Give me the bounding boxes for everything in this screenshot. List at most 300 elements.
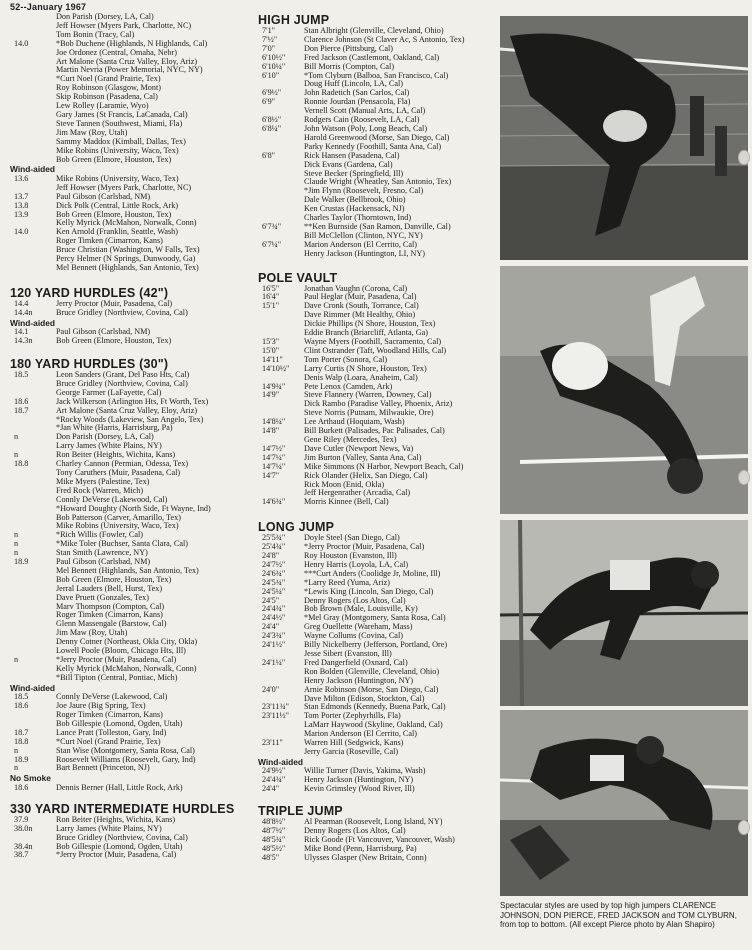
entry-mark: 16'5" — [262, 283, 280, 293]
entry-mark: 24'8" — [262, 551, 280, 561]
entry-athlete: *Jerry Proctor (Muir, Pasadena, Cal) — [304, 542, 425, 552]
entry-athlete: Roy Robinson (Glasgow, Mont) — [56, 83, 161, 93]
entry-mark: 14.4 — [14, 298, 29, 308]
entry-athlete: Dave Cutler (Newport News, Va) — [304, 443, 414, 453]
wind-aided-label: Wind-aided — [10, 317, 56, 328]
entry-athlete: Dale Walker (Bellbrook, Ohio) — [304, 195, 406, 205]
entry-athlete: Dick Rambo (Paradise Valley, Phoenix, Ariz) — [304, 399, 453, 409]
entry-athlete: Joe Ordonez (Central, Omaha, Nebr) — [56, 47, 177, 57]
entry-athlete: Steve Tannen (Southwest, Miami, Fla) — [56, 118, 183, 128]
entry-athlete: Willie Turner (Davis, Yakima, Wash) — [304, 766, 426, 776]
entry-athlete: Dennis Berner (Hall, Little Rock, Ark) — [56, 782, 183, 792]
entry-athlete: Gene Riley (Mercedes, Tex) — [304, 434, 397, 444]
entry-athlete: Mike Myers (Palestine, Tex) — [56, 476, 150, 486]
entry-athlete: Dave Milton (Edison, Stockton, Cal) — [304, 693, 425, 703]
entry-mark: 15'3" — [262, 337, 280, 346]
entry-mark: 14.0 — [14, 38, 29, 48]
entry-row — [258, 250, 498, 259]
entry-athlete: *Bob Duchene (Highlands, N Highlands, Cal) — [56, 38, 208, 48]
entry-athlete: Bob Green (Elmore, Houston, Tex) — [56, 154, 172, 164]
entry-mark: 24'4" — [262, 622, 280, 632]
entry-mark: 38.4n — [14, 841, 33, 851]
entry-athlete: Roosevelt Williams (Roosevelt, Gary, Ind) — [56, 754, 196, 764]
entry-athlete: Bob Gillespie (Lomond, Ogden, Utah) — [56, 718, 183, 728]
entry-athlete: *Mike Toler (Buchser, Santa Clara, Cal) — [56, 539, 188, 549]
entry-athlete: *Rich Willis (Fowler, Cal) — [56, 530, 143, 540]
entry-athlete: *Jerry Proctor (Muir, Pasadena, Cal) — [56, 850, 177, 860]
entry-mark: 24'9½" — [262, 766, 286, 776]
entry-mark: 18.6 — [14, 701, 29, 711]
pole-vault-list — [258, 285, 498, 508]
entry-mark: 25'5¾" — [262, 533, 286, 543]
entry-athlete: Dave Rimmer (Mt Healthy, Ohio) — [304, 310, 416, 320]
entry-athlete: Rick Hansen (Pasadena, Cal) — [304, 150, 400, 160]
hurdles-continued-list — [10, 13, 254, 164]
entry-athlete: Dick Polk (Central, Little Rock, Ark) — [56, 200, 179, 210]
entry-mark: 18.6 — [14, 396, 29, 406]
entry-athlete: Bart Bennett (Princeton, NJ) — [56, 763, 150, 773]
entry-mark: 13.9 — [14, 209, 29, 219]
entry-athlete: Pete Lenox (Camden, Ark) — [304, 381, 393, 391]
entry-mark: 24'3¾" — [262, 631, 286, 641]
entry-athlete: Stan Smith (Lawrence, NY) — [56, 548, 148, 558]
entry-athlete: Ken Crustas (Hackensack, NJ) — [304, 204, 405, 214]
entry-mark: 6'9" — [262, 97, 276, 107]
entry-athlete: Don Pierce (Pittsburg, Cal) — [304, 43, 393, 53]
entry-athlete: Jeff Howser (Myers Park, Charlotte, NC) — [56, 182, 192, 192]
entry-athlete: Mike Robins (University, Waco, Tex) — [56, 521, 179, 531]
entry-mark: 48'7½" — [262, 826, 286, 835]
entry-mark: 18.7 — [14, 727, 29, 737]
entry-mark: 13.8 — [14, 200, 29, 210]
entry-mark: 14'7½" — [262, 443, 286, 453]
entry-mark: 48'5" — [262, 852, 280, 862]
entry-athlete: Jim Burton (Valley, Santa Ana, Cal) — [304, 452, 422, 462]
hurdles-120-wind-list — [10, 328, 254, 346]
section-title-long-jump: LONG JUMP — [258, 520, 335, 535]
entry-mark: 18.5 — [14, 692, 29, 702]
entry-athlete: Dickie Phillips (N Shore, Houston, Tex) — [304, 319, 436, 329]
entry-athlete: Jonathan Vaughn (Corona, Cal) — [304, 283, 408, 293]
photo-clarence-johnson — [500, 16, 748, 260]
entry-athlete: Lowell Poole (Bloom, Chicago Hts, Ill) — [56, 646, 186, 656]
entry-athlete: Greg Ouellette (Wareham, Mass) — [304, 622, 413, 632]
entry-athlete: Marion Anderson (El Cerrito, Cal) — [304, 729, 418, 739]
entry-athlete: George Farmer (LaFayette, Cal) — [56, 387, 162, 397]
entry-mark: 14'7" — [262, 470, 280, 480]
entry-mark: 6'7¾" — [262, 221, 282, 231]
entry-mark: 23'11¾" — [262, 702, 290, 712]
section-title-pole-vault: POLE VAULT — [258, 270, 338, 285]
entry-mark: 14.1 — [14, 327, 29, 337]
entry-athlete: Dave Cronk (South, Torrance, Cal) — [304, 301, 419, 311]
entry-athlete: Skip Robinson (Pasadena, Cal) — [56, 92, 158, 102]
entry-athlete: Don Parish (Dorsey, LA, Cal) — [56, 12, 154, 21]
entry-row — [10, 156, 254, 165]
entry-athlete: Bill Burkett (Palisades, Pac Palisades, Cal) — [304, 426, 445, 436]
entry-athlete: *Curt Noel (Grand Prairie, Tex) — [56, 736, 161, 746]
entry-athlete: Denny Rogers (Los Altos, Cal) — [304, 826, 406, 835]
entry-athlete: Paul Gibson (Carlsbad, NM) — [56, 327, 151, 337]
wind-aided-label: Wind-aided — [10, 682, 56, 693]
entry-athlete: Jerral Lauders (Bell, Hurst, Tex) — [56, 583, 163, 593]
entry-athlete: Claude Wright (Wheatley, San Antonio, Tex) — [304, 177, 452, 187]
entry-mark: n — [14, 548, 19, 558]
entry-athlete: Jerry Garcia (Roseville, Cal) — [304, 746, 399, 756]
wind-aided-label: Wind-aided — [258, 756, 304, 767]
entry-athlete: Jim Maw (Roy, Utah) — [56, 628, 128, 638]
entry-athlete: Doug Huff (Lincoln, LA, Cal) — [304, 79, 403, 89]
entry-mark: 24'4" — [262, 784, 280, 794]
entry-athlete: Marv Thompson (Compton, Cal) — [56, 601, 165, 611]
entry-athlete: Kevin Grimsley (Wood River, Ill) — [304, 784, 415, 794]
entry-athlete: Larry Curtis (N Shore, Houston, Tex) — [304, 363, 427, 373]
entry-mark: n — [14, 745, 19, 755]
entry-athlete: Roger Timken (Cimarron, Kans) — [56, 710, 163, 720]
entry-mark: 18.8 — [14, 736, 29, 746]
entry-athlete: Ken Arnold (Franklin, Seattle, Wash) — [56, 227, 178, 237]
hurdles-180-wind-list — [10, 693, 254, 773]
section-title-330-hurdles: 330 YARD INTERMEDIATE HURDLES — [10, 801, 235, 816]
entry-athlete: Joe Jaure (Big Spring, Tex) — [56, 701, 146, 711]
entry-athlete: Jesse Sibert (Evanston, Ill) — [304, 649, 392, 658]
section-title-high-jump: HIGH JUMP — [258, 13, 330, 27]
entry-athlete: Tom Porter (Zephyrhills, Fla) — [304, 711, 401, 721]
entry-mark: n — [14, 432, 19, 442]
entry-athlete: Lew Rolley (Laramie, Wyo) — [56, 101, 149, 111]
wind-aided-label: Wind-aided — [10, 164, 56, 175]
entry-mark: 18.5 — [14, 370, 29, 379]
entry-athlete: Jeff Howser (Myers Park, Charlotte, NC) — [56, 20, 192, 30]
entry-row — [10, 674, 254, 683]
entry-athlete: Mike Bond (Penn, Harrisburg, Pa) — [304, 843, 417, 853]
entry-athlete: Henry Jackson (Huntington, LI, NY) — [304, 248, 425, 258]
no-smoke-list — [10, 784, 254, 793]
entry-athlete: *Bill Tipton (Central, Pontiac, Mich) — [56, 672, 178, 682]
entry-mark: 23'11" — [262, 738, 283, 748]
entry-athlete: Jeff Hergenrather (Arcadia, Cal) — [304, 488, 411, 498]
entry-athlete: Stan Albright (Glenville, Cleveland, Ohio) — [304, 26, 444, 35]
entry-athlete: Henry Jackson (Huntington, NY) — [304, 775, 414, 785]
entry-mark: 14'8¼" — [262, 417, 286, 427]
entry-mark: 48'8½" — [262, 817, 286, 827]
entry-athlete: Doyle Steel (San Diego, Cal) — [304, 533, 400, 543]
entry-mark: 14'9¾" — [262, 381, 286, 391]
entry-athlete: Bruce Gridley (Northview, Covina, Cal) — [56, 832, 188, 842]
entry-athlete: Bob Brown (Male, Louisville, Ky) — [304, 604, 418, 614]
entry-athlete: Bob Green (Elmore, Houston, Tex) — [56, 574, 172, 584]
entry-athlete: Rick Moon (Enid, Okla) — [304, 479, 385, 489]
entry-athlete: Roger Timken (Cimarron, Kans) — [56, 610, 163, 620]
entry-mark: 6'8" — [262, 150, 276, 160]
entry-mark: 14.4n — [14, 307, 33, 317]
entry-athlete: Wayne Collums (Covina, Cal) — [304, 631, 403, 641]
entry-athlete: *Rocky Woods (Lakeview, San Angelo, Tex) — [56, 414, 204, 424]
entry-athlete: Morris Kinnee (Bell, Cal) — [304, 497, 389, 507]
entry-athlete: Henry Harris (Loyola, LA, Cal) — [304, 559, 409, 569]
entry-athlete: Kelly Myrick (McMahon, Norwalk, Conn) — [56, 663, 197, 673]
entry-mark: 14'8" — [262, 426, 280, 436]
entry-mark: 14'11" — [262, 354, 283, 364]
entry-athlete: Rick Olander (Helix, San Diego, Cal) — [304, 470, 428, 480]
high-jump-photo-2 — [500, 266, 748, 514]
entry-mark: 7'1" — [262, 26, 276, 35]
entry-mark: 6'8½" — [262, 115, 282, 125]
entry-row — [258, 748, 498, 757]
photo-fred-jackson — [500, 520, 748, 706]
entry-athlete: Rick Goode (Ft Vancouver, Vancouver, Wash) — [304, 834, 455, 844]
entry-athlete: *Howard Doughty (North Side, Ft Wayne, Ind) — [56, 503, 211, 513]
entry-athlete: Bob Gillespie (Lomond, Ogden, Utah) — [56, 841, 183, 851]
entry-athlete: Percy Helmer (N Springs, Dunwoody, Ga) — [56, 254, 196, 264]
high-jump-photo-3 — [500, 520, 748, 706]
entry-mark: 18.6 — [14, 782, 29, 792]
entry-mark: 13.7 — [14, 191, 29, 201]
entry-row — [10, 309, 254, 318]
entry-athlete: Denny Rogers (Los Altos, Cal) — [304, 595, 406, 605]
hurdles-330-list — [10, 816, 254, 861]
entry-athlete: Roy Houston (Evanston, Ill) — [304, 551, 397, 561]
entry-athlete: John Radetich (San Carlos, Cal) — [304, 88, 410, 98]
photo-caption: Spectacular styles are used by top high jumpers CLARENCE JOHNSON, DON PIERCE, FRED JACKSON and TOM CLYBURN, from top to bottom. (All except Pierce photo by Alan Shapiro) — [500, 901, 737, 930]
entry-row — [10, 764, 254, 773]
entry-mark: 37.9 — [14, 814, 29, 824]
no-smoke-label: No Smoke — [10, 773, 51, 784]
entry-athlete: Mike Robins (University, Waco, Tex) — [56, 173, 179, 183]
entry-athlete: **Ken Burnside (San Ramon, Danville, Cal) — [304, 221, 451, 231]
entry-athlete: Mike Robins (University, Waco, Tex) — [56, 145, 179, 155]
entry-mark: 14.0 — [14, 227, 29, 237]
triple-jump-list — [258, 818, 498, 863]
entry-athlete: Paul Gibson (Carlsbad, NM) — [56, 191, 151, 201]
entry-mark: n — [14, 530, 19, 540]
long-jump-wind-list — [258, 767, 498, 794]
entry-athlete: Larry James (White Plains, NY) — [56, 823, 162, 833]
page-header: 52--January 1967 — [10, 2, 87, 12]
entry-athlete: *Larry Reed (Yuma, Ariz) — [304, 577, 390, 587]
entry-mark: 15'1" — [262, 301, 280, 311]
entry-mark: 24'5" — [262, 595, 280, 605]
high-jump-photo-4 — [500, 710, 748, 896]
entry-athlete: *Lewis King (Lincoln, San Diego, Cal) — [304, 586, 434, 596]
entry-athlete: Eddie Branch (Briarcliff, Atlanta, Ga) — [304, 328, 428, 338]
entry-mark: n — [14, 539, 19, 549]
photo-tom-clyburn — [500, 710, 748, 896]
entry-athlete: Henry Jackson (Huntington, NY) — [304, 675, 414, 685]
entry-athlete: Stan Wise (Montgomery, Santa Rosa, Cal) — [56, 745, 195, 755]
entry-mark: 24'7½" — [262, 559, 286, 569]
entry-mark: 24'4½" — [262, 613, 286, 623]
entry-athlete: Denis Walp (Loara, Anaheim, Cal) — [304, 372, 418, 382]
left-column — [10, 13, 254, 860]
entry-mark: 14'10½" — [262, 363, 290, 373]
long-jump-list — [258, 534, 498, 757]
high-jump-photo-1 — [500, 16, 748, 260]
entry-athlete: Ron Beiter (Heights, Wichita, Kans) — [56, 450, 176, 460]
entry-athlete: Charley Cannon (Permian, Odessa, Tex) — [56, 459, 189, 469]
entry-row — [10, 784, 254, 793]
entry-athlete: Warren Hill (Sedgwick, Kans) — [304, 738, 404, 748]
entry-athlete: Clint Ostrander (Taft, Woodland Hills, Cal) — [304, 345, 447, 355]
entry-mark: n — [14, 655, 19, 664]
entry-athlete: Ron Beiter (Heights, Wichita, Kans) — [56, 814, 176, 824]
entry-athlete: Mel Bennett (Highlands, San Antonio, Tex) — [56, 262, 199, 272]
entry-mark: 7'½" — [262, 34, 278, 44]
wind-aided-list — [10, 175, 254, 273]
entry-mark: 6'7¼" — [262, 239, 282, 249]
entry-mark: 6'9½" — [262, 88, 282, 98]
entry-mark: 24'1½" — [262, 640, 286, 650]
entry-mark: 14'7¼" — [262, 452, 286, 462]
entry-athlete: Don Parish (Dorsey, LA, Cal) — [56, 432, 154, 442]
hurdles-120-list — [10, 300, 254, 318]
entry-athlete: *Jerry Proctor (Muir, Pasadena, Cal) — [56, 655, 177, 664]
entry-athlete: Charles Taylor (Thorntown, Ind) — [304, 213, 412, 223]
entry-mark: 18.7 — [14, 405, 29, 415]
entry-athlete: Larry James (White Plains, NY) — [56, 441, 162, 451]
entry-mark: 18.8 — [14, 459, 29, 469]
entry-athlete: Tony Caruthers (Muir, Pasadena, Cal) — [56, 467, 181, 477]
entry-athlete: Bill Morris (Compton, Cal) — [304, 61, 395, 71]
entry-athlete: Jim Maw (Roy, Utah) — [56, 127, 128, 137]
entry-athlete: *Mel Gray (Montgomery, Santa Rosa, Cal) — [304, 613, 446, 623]
section-title-180-hurdles: 180 YARD HURDLES (30") — [10, 357, 169, 371]
entry-athlete: Mike Simmons (N Harbor, Newport Beach, Cal) — [304, 461, 464, 471]
entry-mark: 18.9 — [14, 754, 29, 764]
binder-hole — [738, 150, 750, 165]
entry-athlete: Gary James (St Francis, LaCanada, Cal) — [56, 109, 188, 119]
entry-athlete: Billy Nickelberry (Jefferson, Portland, Ore) — [304, 640, 448, 650]
entry-mark: 6'8¼" — [262, 123, 282, 133]
entry-athlete: Bob Patterson (Carver, Amarillo, Tex) — [56, 512, 181, 522]
entry-athlete: Art Malone (Santa Cruz Valley, Eloy, Ariz) — [56, 405, 198, 415]
entry-athlete: Steve Becker (Springfield, Ill) — [304, 168, 404, 178]
entry-mark: 24'6¾" — [262, 568, 286, 578]
entry-athlete: *Curt Noel (Grand Prairie, Tex) — [56, 74, 161, 84]
entry-athlete: Stan Edmonds (Kennedy, Buena Park, Cal) — [304, 702, 446, 712]
entry-athlete: Paul Heglar (Muir, Pasadena, Cal) — [304, 292, 417, 302]
entry-athlete: Parky Kennedy (Foothill, Santa Ana, Cal) — [304, 141, 442, 151]
photo-don-pierce — [500, 266, 748, 514]
entry-mark: 24'0" — [262, 684, 280, 694]
entry-mark: 24'5¾" — [262, 577, 286, 587]
entry-athlete: Art Malone (Santa Cruz Valley, Eloy, Ariz) — [56, 56, 198, 66]
entry-mark: 24'4¾" — [262, 775, 286, 785]
entry-mark: 48'5½" — [262, 843, 286, 853]
entry-athlete: Ronnie Jourdan (Pensacola, Fla) — [304, 97, 411, 107]
entry-mark: 14.3n — [14, 336, 33, 346]
entry-row — [10, 620, 254, 629]
entry-mark: 38.7 — [14, 850, 29, 860]
entry-athlete: *Jan White (Harris, Harrisburg, Pa) — [56, 423, 173, 433]
entry-athlete: Rodgers Cain (Roosevelt, LA, Cal) — [304, 115, 420, 125]
entry-mark: 6'10¼" — [262, 61, 286, 71]
entry-mark: 14'9" — [262, 390, 280, 400]
entry-athlete: Connly DeVerse (Lakewood, Cal) — [56, 692, 168, 702]
entry-mark: 6'10" — [262, 70, 280, 80]
entry-athlete: Tom Bonin (Tracy, Cal) — [56, 29, 135, 39]
entry-mark: 14'6¾" — [262, 497, 286, 507]
entry-athlete: Al Pearman (Roosevelt, Long Island, NY) — [304, 817, 443, 827]
entry-row — [10, 337, 254, 346]
entry-athlete: Marion Anderson (El Cerrito, Cal) — [304, 239, 418, 249]
entry-athlete: Leon Sanders (Grant, Del Paso Hts, Cal) — [56, 370, 190, 379]
entry-mark: 15'0" — [262, 345, 280, 355]
section-title-triple-jump: TRIPLE JUMP — [258, 804, 343, 819]
entry-athlete: Arnie Robinson (Morse, San Diego, Cal) — [304, 684, 439, 694]
entry-athlete: Tom Porter (Sonora, Cal) — [304, 354, 388, 364]
entry-athlete: Dave Pruett (Gonzales, Tex) — [56, 592, 149, 602]
entry-athlete: ***Curt Anders (Coolidge Jr, Moline, Ill) — [304, 568, 441, 578]
section-title-120-hurdles: 120 YARD HURDLES (42") — [10, 285, 169, 300]
entry-athlete: Lee Arthaud (Hoquiam, Wash) — [304, 417, 405, 427]
entry-mark: 23'11½" — [262, 711, 290, 721]
entry-athlete: *Tom Clyburn (Balboa, San Francisco, Cal) — [304, 70, 449, 80]
entry-mark: 6'10½" — [262, 52, 286, 62]
entry-athlete: Wayne Myers (Foothill, Sacramento, Cal) — [304, 337, 442, 346]
entry-athlete: Fred Dangerfield (Oxnard, Cal) — [304, 657, 408, 667]
entry-athlete: Kelly Myrick (McMahon, Norwalk, Conn) — [56, 218, 197, 228]
entry-mark: 18.9 — [14, 557, 29, 567]
entry-row — [258, 854, 498, 863]
entry-athlete: Vernell Scott (Manual Arts, LA, Cal) — [304, 106, 426, 116]
entry-athlete: Paul Gibson (Carlsbad, NM) — [56, 557, 151, 567]
entry-mark: n — [14, 763, 19, 773]
entry-athlete: Roger Timken (Cimarron, Kans) — [56, 236, 163, 246]
high-jump-list — [258, 27, 498, 259]
entry-row — [258, 785, 498, 794]
entry-athlete: Connly DeVerse (Lakewood, Cal) — [56, 494, 168, 504]
entry-athlete: Bob Green (Elmore, Houston, Tex) — [56, 336, 172, 346]
entry-athlete: Mel Bennett (Highlands, San Antonio, Tex) — [56, 565, 199, 575]
entry-athlete: Fred Jackson (Castlemont, Oakland, Cal) — [304, 52, 440, 62]
entry-mark: 24'5¼" — [262, 586, 286, 596]
entry-athlete: John Watson (Poly, Long Beach, Cal) — [304, 123, 428, 133]
entry-row — [10, 264, 254, 273]
entry-athlete: Ulysses Glasper (New Britain, Conn) — [304, 852, 427, 862]
entry-row — [10, 851, 254, 860]
entry-athlete: LaMarr Haywood (Skyline, Oakland, Cal) — [304, 720, 443, 730]
entry-athlete: Denny Cotner (Northeast, Okla City, Okla) — [56, 637, 198, 647]
entry-athlete: Bill McClellon (Clinton, NYC, NY) — [304, 230, 423, 240]
entry-athlete: Dick Evans (Gardena, Cal) — [304, 159, 393, 169]
entry-athlete: Fred Rock (Warren, Mich) — [56, 485, 144, 495]
entry-mark: 7'0" — [262, 43, 276, 53]
entry-athlete: Harold Greenwood (Morse, San Diego, Cal) — [304, 132, 450, 142]
entry-mark: 13.6 — [14, 173, 29, 183]
entry-athlete: *Jim Flynn (Roosevelt, Fresno, Cal) — [304, 186, 424, 196]
entry-row — [258, 498, 498, 507]
entry-mark: n — [14, 450, 19, 460]
entry-athlete: Lance Pratt (Tolleston, Gary, Ind) — [56, 727, 167, 737]
entry-mark: 25'4¾" — [262, 542, 286, 552]
entry-athlete: Steve Norris (Putnam, Milwaukie, Ore) — [304, 408, 434, 418]
entry-athlete: Martin Nevria (Power Memorial, NYC, NY) — [56, 65, 203, 75]
entry-row — [10, 120, 254, 129]
entry-athlete: Jerry Proctor (Muir, Pasadena, Cal) — [56, 298, 173, 308]
entry-mark: 24'1¼" — [262, 657, 286, 667]
entry-athlete: Glenn Massengale (Barstow, Cal) — [56, 619, 167, 629]
entry-athlete: Clarence Johnson (St Claver Ac, S Antonio, Tex) — [304, 34, 465, 44]
entry-mark: 24'4¾" — [262, 604, 286, 614]
middle-column — [258, 13, 498, 863]
entry-athlete: Bruce Gridley (Northview, Covina, Cal) — [56, 378, 188, 388]
entry-athlete: Steve Flannery (Warren, Downey, Cal) — [304, 390, 432, 400]
entry-athlete: Bruce Gridley (Northview, Covina, Cal) — [56, 307, 188, 317]
entry-mark: 16'4" — [262, 292, 280, 302]
entry-athlete: Bruce Christian (Washington, W Falls, Tex) — [56, 245, 200, 255]
entry-mark: 14'7¼" — [262, 461, 286, 471]
